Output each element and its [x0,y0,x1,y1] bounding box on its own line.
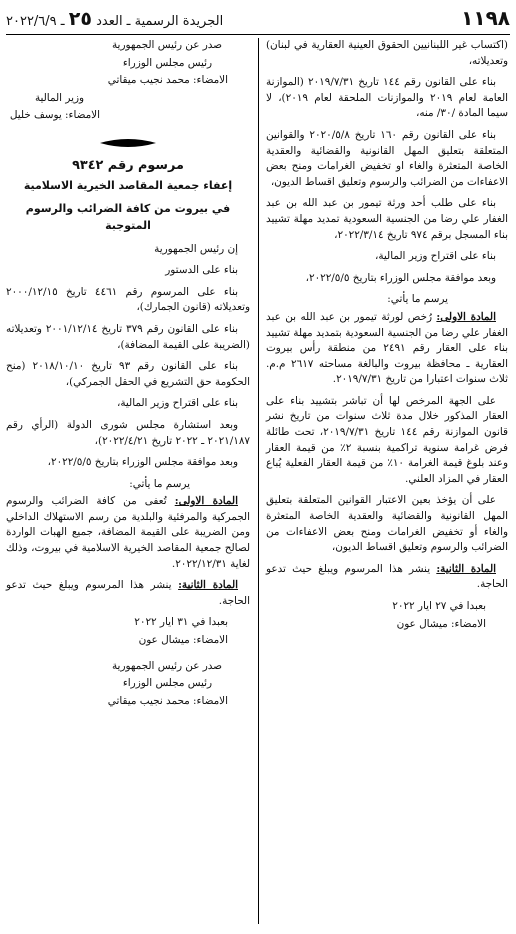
article-label: المادة الثانية: [436,562,496,575]
page-header [6,6,510,30]
header-issue-info [6,8,223,30]
pm-title: رئيس مجلس الوزراء [122,56,212,69]
issue-date: ـ ٢٠٢٢/٦/٩ [6,14,65,29]
decree-subtitle-2: في بيروت من كافة الضرائب والرسوم المتوجبة [25,201,231,232]
place-date: بعبدا في ٣١ ايار ٢٠٢٢ [134,616,228,629]
paragraph: بناء على القانون رقم ٩٣ تاريخ ٢٠١٨/١٠/١٠ (منح الحكومة حق التشريع في الحقل الجمركي)، [6,360,250,388]
article-1 [6,494,250,572]
paragraph: بناء على القانون رقم ١٦٠ تاريخ ٢٠٢٠/٥/٨ والقوانين المتعلقة بتعليق المهل القانونية والقضائية والعقدية الخاصة المتعثرة والغاء او تخفيض الغرامات ومنح بعض الاعفاءات من الضرائب والرسوم وتعليق اقساط الديون، [266,128,508,188]
paragraph: (اكتساب غير اللبنانيين الحقوق العينية العقارية في لبنان) وتعديلاته، [266,39,508,67]
issue-number: ٢٥ [68,8,92,30]
column-divider [258,38,259,924]
paragraph: وبعد موافقة مجلس الوزراء بتاريخ ٢٠٢٢/٥/٥، [47,456,238,469]
paragraph: على أن يؤخذ بعين الاعتبار القوانين المتعلقة بتعليق المهل القانونية والقضائية والعقدية الخاصة المتعثرة والغاء أو تخفيض الغرامات ومنح بعض الاعفاءات من الضرائب والرسوم وتعليق اقساط الديون، [266,494,508,554]
fm-title: وزير المالية [34,91,84,104]
pm-signature: الامضاء: محمد نجيب ميقاتي [107,694,228,707]
article-label: المادة الثانية: [178,579,239,592]
signature: الامضاء: ميشال عون [138,634,228,647]
article-2 [266,562,508,593]
paragraph: بناء على الدستور [165,264,238,277]
right-column [266,38,508,928]
paragraph: بناء على القانون رقم ٣٧٩ تاريخ ٢٠٠١/١٢/١٤ وتعديلاته (الضريبة على القيمة المضافة)، [6,322,250,351]
decree-intro: يرسم ما يأتي: [387,293,448,306]
signature: الامضاء: ميشال عون [396,617,486,630]
decree-subtitle-1: إعفاء جمعية المقاصد الخيرية الاسلامية [23,178,233,192]
article-label: المادة الاولى: [436,310,496,323]
article-label: المادة الاولى: [174,495,238,508]
fm-signature: الامضاء: يوسف خليل [9,109,100,122]
section-ornament [6,138,250,148]
paragraph: بناء على اقتراح وزير المالية، [116,397,238,410]
gazette-name: الجريدة الرسمية ـ العدد [96,14,224,29]
ornament-icon [100,138,156,148]
paragraph: وبعد موافقة مجلس الوزراء بتاريخ ٢٠٢٢/٥/٥، [305,271,496,284]
article-2 [6,578,250,609]
paragraph: على الجهة المرخص لها أن تباشر بتشييد بناء على العقار المذكور خلال مدة ثلاث سنوات من تاريخ نشر قانون الموازنة رقم ١٤٤ تاريخ ٢٠١٩/٧/٣١، تحت طائلة فرض غرامة سنوية تراكمية بنسبة ٢٪ من قيمة العقار وعند بلوغ قيمة الغرامة ١٠٪ من قيمة العقار الفعلية يُباع العقار في المزاد العلني. [266,394,509,485]
place-date: بعبدا في ٢٧ ايار ٢٠٢٢ [392,600,486,612]
issued-by: صدر عن رئيس الجمهورية [111,39,222,51]
paragraph: بناء على طلب أحد ورثة تيمور بن عبد الله بن عبد الغفار علي رضا من الجنسية السعودية تمديد مهلة تشييد بناء المسجل برقم ٩٧٤ تاريخ ٢٠٢٢/٣/١٤، [266,197,508,241]
article-text: تُعفى من كافة الضرائب والرسوم الجمركية والمرفئية والبلدية من رسم الاستهلاك الداخلي ومن الضريبة على القيمة المضافة، جميع الهبات الواردة لصالح جمعية المقاصد الخيرية الاسلامية في بيروت، وذلك لغاية ٢٠٢٢/١٢/٣١. [6,495,250,570]
pm-title: رئيس مجلس الوزراء [122,677,212,690]
paragraph: بناء على اقتراح وزير المالية، [374,250,496,263]
decree-title: مرسوم رقم ٩٣٤٢ [72,157,184,173]
header-rule [6,34,510,35]
article-text: ينشر هذا المرسوم ويبلغ حيث تدعو الحاجة. [6,579,250,607]
paragraph: وبعد استشارة مجلس شورى الدولة (الرأي رقم ٢٠٢١/١٨٧ ـ ٢٠٢٢ تاريخ ٢٠٢٢/٤/٢١)، [6,418,250,447]
left-column [6,38,250,928]
pm-signature: الامضاء: محمد نجيب ميقاتي [107,74,228,87]
paragraph: إن رئيس الجمهورية [154,242,238,255]
article-text: ينشر هذا المرسوم ويبلغ حيث تدعو الحاجة. [266,562,508,591]
decree-intro: يرسم ما يأتي: [129,477,190,490]
paragraph: بناء على القانون رقم ١٤٤ تاريخ ٢٠١٩/٧/٣١ (الموازنة العامة لعام ٢٠١٩ والموازنات الملحقة لعام ٢٠١٩)، لا سيما المادة /٣٠/ منه، [266,76,508,120]
article-text: رُخص لورثة تيمور بن عبد الله بن عبد الغفار علي رضا من الجنسية السعودية بتمديد مهلة تشييد بناء على العقار رقم ٢٤٩١ من منطقة رأس بيروت العقارية ـ محافظة بيروت والبالغة مساحته ٢٦١٧ م.م. ثلاث سنوات اعتبارا من تاريخ ٢٠١٩/٧/٣١. [266,310,508,386]
article-1 [266,310,508,388]
page-number: ١١٩٨ [461,6,510,30]
issued-by: صدر عن رئيس الجمهورية [111,659,222,672]
paragraph: بناء على المرسوم رقم ٤٤٦١ تاريخ ٢٠٠٠/١٢/١٥ وتعديلاته (قانون الجمارك)، [6,285,250,314]
